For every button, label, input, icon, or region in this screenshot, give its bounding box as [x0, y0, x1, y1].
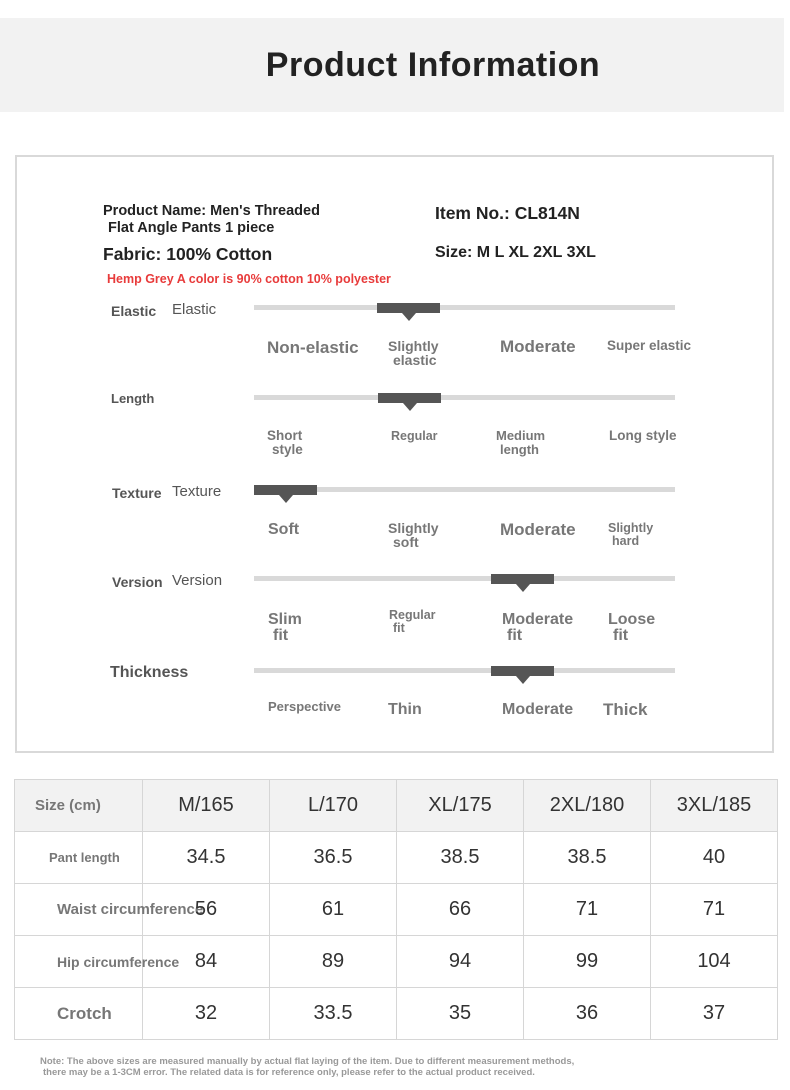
table-cell: 32	[143, 988, 270, 1040]
option-perspective: Perspective	[268, 699, 341, 714]
size-header-cell: XL/175	[397, 780, 524, 832]
scale-marker-version	[491, 574, 554, 584]
row-label-pant-length: Pant length	[15, 832, 143, 884]
option-moderate-fit: Moderate fit	[502, 611, 574, 644]
table-cell: 71	[524, 884, 651, 936]
scale-track-version	[254, 576, 675, 581]
size-corner-cell: Size (cm)	[15, 780, 143, 832]
table-cell: 40	[651, 832, 778, 884]
attr-label2-elastic: Elastic	[172, 301, 217, 318]
option-moderate-thickness: Moderate	[502, 701, 574, 718]
item-number: Item No.: CL814N	[435, 203, 580, 223]
size-header-cell: L/170	[270, 780, 397, 832]
attr-label2-texture: Texture	[172, 483, 222, 500]
option-moderate: Moderate	[500, 337, 576, 356]
table-cell: 36.5	[270, 832, 397, 884]
table-cell: 99	[524, 936, 651, 988]
attr-label-version: Version	[112, 574, 163, 590]
table-cell: 84	[143, 936, 270, 988]
table-row	[15, 936, 778, 988]
table-cell: 34.5	[143, 832, 270, 884]
table-cell: 56	[143, 884, 270, 936]
table-row	[15, 988, 778, 1040]
table-cell: 37	[651, 988, 778, 1040]
measurement-note-line1: Note: The above sizes are measured manually by actual flat laying of the item. Due to different measurement methods,	[40, 1056, 575, 1067]
option-soft: Soft	[268, 521, 300, 538]
table-cell: 33.5	[270, 988, 397, 1040]
scale-marker-elastic	[377, 303, 440, 313]
scale-track-texture	[254, 487, 675, 492]
table-cell: 35	[397, 988, 524, 1040]
size-header-cell: 2XL/180	[524, 780, 651, 832]
scale-marker-texture	[254, 485, 317, 495]
size-header-cell: M/165	[143, 780, 270, 832]
table-cell: 61	[270, 884, 397, 936]
product-name-line2: Flat Angle Pants 1 piece	[108, 220, 275, 236]
table-cell: 94	[397, 936, 524, 988]
option-non-elastic: Non-elastic	[267, 338, 359, 357]
option-medium-length: Medium length	[496, 428, 546, 457]
table-cell: 36	[524, 988, 651, 1040]
option-slightly-soft: Slightly soft	[388, 520, 439, 550]
row-label-waist: Waist circumference	[15, 884, 143, 936]
option-super-elastic: Super elastic	[607, 338, 692, 353]
option-long-style: Long style	[609, 428, 677, 443]
scale-marker-thickness	[491, 666, 554, 676]
size-header-cell: 3XL/185	[651, 780, 778, 832]
option-regular: Regular	[391, 429, 438, 443]
scale-track-thickness	[254, 668, 675, 673]
product-name: Product Name: Men's Threaded	[103, 203, 320, 219]
table-cell: 66	[397, 884, 524, 936]
measurement-note-line2: there may be a 1-3CM error. The related data is for reference only, please refer to the actual product received.	[43, 1067, 535, 1078]
table-row	[15, 832, 778, 884]
option-slightly-elastic: Slightly elastic	[388, 338, 439, 368]
measurement-note	[40, 1056, 574, 1078]
option-short-style: Short style	[267, 428, 303, 457]
option-loose-fit: Loose fit	[608, 611, 656, 644]
product-sizes: Size: M L XL 2XL 3XL	[435, 244, 596, 261]
size-chart-table	[14, 779, 778, 1040]
scale-track-length	[254, 395, 675, 400]
attr-label-length: Length	[111, 391, 155, 406]
option-thick: Thick	[603, 700, 648, 719]
table-row	[15, 884, 778, 936]
product-fabric: Fabric: 100% Cotton	[103, 244, 273, 264]
row-label-hip: Hip circumference	[15, 936, 143, 988]
option-slightly-hard: Slightly hard	[608, 521, 654, 548]
option-slim-fit: Slim fit	[268, 611, 302, 644]
row-label-crotch: Crotch	[15, 988, 143, 1040]
attr-label-elastic: Elastic	[111, 303, 157, 319]
size-header-row	[15, 780, 778, 832]
page-title: Product Information	[265, 46, 601, 84]
table-cell: 104	[651, 936, 778, 988]
attr-label2-version: Version	[172, 572, 223, 589]
table-cell: 38.5	[397, 832, 524, 884]
color-note: Hemp Grey A color is 90% cotton 10% polyester	[107, 272, 391, 286]
option-regular-fit: Regular fit	[389, 608, 436, 635]
option-thin: Thin	[388, 701, 422, 718]
table-cell: 38.5	[524, 832, 651, 884]
attr-label-thickness: Thickness	[110, 664, 189, 681]
table-cell: 71	[651, 884, 778, 936]
scale-marker-length	[378, 393, 441, 403]
scale-track-elastic	[254, 305, 675, 310]
attr-label-texture: Texture	[112, 485, 162, 501]
table-cell: 89	[270, 936, 397, 988]
option-moderate-texture: Moderate	[500, 520, 576, 539]
